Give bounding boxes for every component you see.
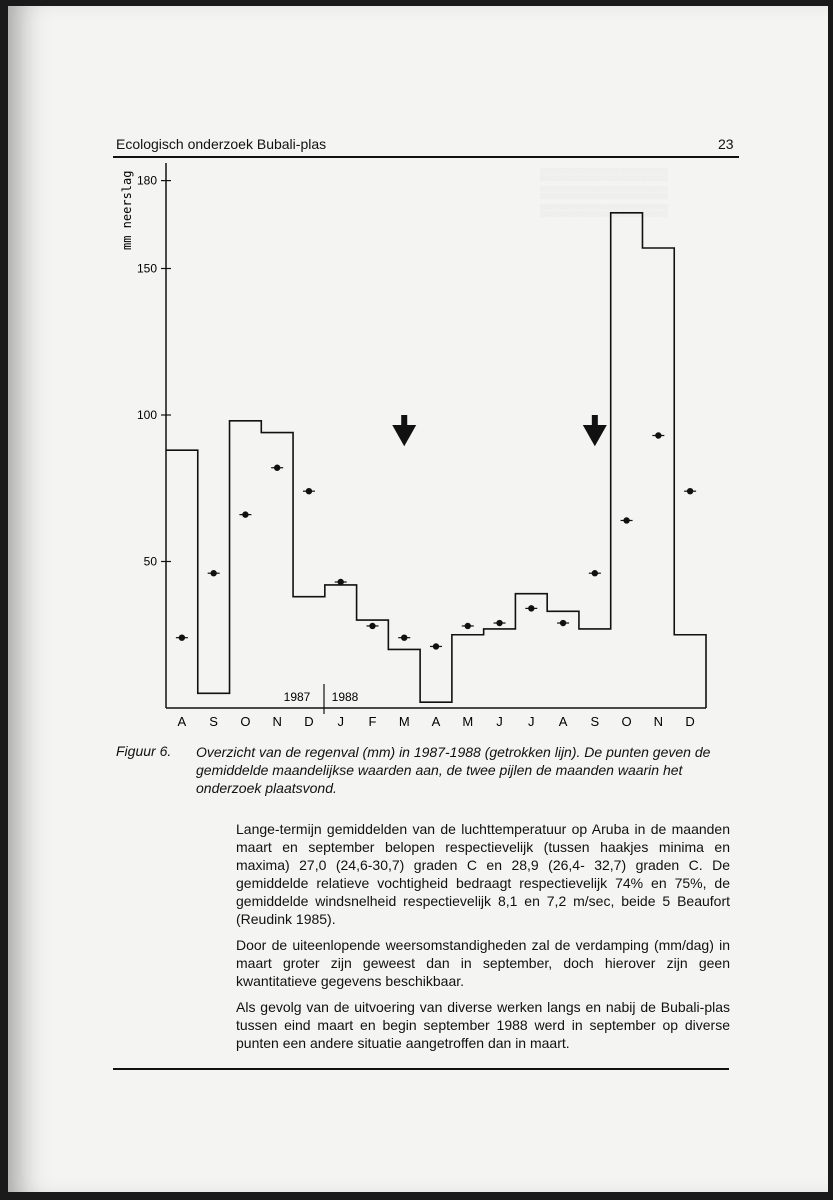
- year-label-1988: 1988: [331, 690, 359, 704]
- paragraph-temperature: Lange-termijn gemiddelden van de luchttemperatuur op Aruba in de maanden maart en september belopen respectievelijk (tussen haakjes minima en maxima) 27,0 (24,6-30,7) graden C en 28,9 (26,4- 32,7) graden C. De gemiddelde relatieve vochtigheid bedraagt respectievelijk 74% en 75%, de gemiddelde windsnelheid respectievelijk 8,1 en 7,2 m/sec, beide 5 Beaufort (Reudink 1985).: [236, 821, 730, 927]
- x-label-11: J: [528, 714, 535, 729]
- x-label-0: A: [177, 714, 187, 729]
- x-label-1: S: [209, 714, 218, 729]
- x-label-8: A: [431, 714, 441, 729]
- mean-monthly-points: [176, 432, 696, 649]
- y-tick-label-50: 50: [143, 554, 157, 569]
- y-tick-label-150: 150: [136, 261, 157, 276]
- x-tick-labels: [178, 714, 695, 729]
- rainfall-step-line: [166, 213, 706, 708]
- rainfall-line: [166, 213, 706, 708]
- paragraph-evaporation: Door de uiteenlopende weersomstandigheden zal de verdamping (mm/dag) in maart groter zijn geweest dan in september, doch hierover zijn geen kwantitatieve gegevens beschikbaar.: [236, 937, 730, 989]
- x-label-4: D: [304, 714, 314, 729]
- page-number: 23: [718, 136, 734, 152]
- y-tick-label-100: 100: [136, 408, 157, 422]
- x-label-5: J: [337, 714, 344, 729]
- x-label-12: A: [558, 714, 568, 729]
- paragraph-works: Als gevolg van de uitvoering van diverse werken langs en nabij de Bubali-plas tussen eind maart en begin september 1988 werd in september op diverse punten een andere situatie aangetroffen dan in maart.: [236, 999, 730, 1051]
- x-label-16: D: [685, 714, 695, 729]
- y-axis-label: mm neerslag: [120, 170, 134, 250]
- x-label-9: M: [462, 714, 474, 729]
- arrow-head-7: [392, 425, 416, 446]
- x-label-13: S: [590, 714, 600, 729]
- x-label-10: J: [496, 714, 503, 729]
- body-text: [236, 820, 730, 1060]
- year-label-1987: 1987: [283, 690, 311, 704]
- x-label-3: N: [272, 714, 282, 729]
- x-label-14: O: [621, 714, 632, 729]
- x-label-7: M: [398, 714, 410, 729]
- running-header-title: Ecologisch onderzoek Bubali-plas: [116, 136, 327, 152]
- research-month-arrows: [392, 415, 607, 446]
- figure-caption: Overzicht van de regenval (mm) in 1987-1988 (getrokken lijn). De punten geven de gemiddelde maandelijkse waarden aan, de twee pijlen de maanden waarin het onderzoek plaatsvond.: [196, 744, 711, 796]
- bleed-through-texture: ▒▒▒▒▒▒▒▒▒▒▒▒▒▒▒ ▒▒▒▒▒▒▒▒▒▒▒▒▒▒▒ ▒▒▒▒▒▒▒▒▒▒▒▒▒▒▒: [540, 167, 668, 217]
- x-label-2: O: [240, 714, 251, 729]
- chart-axes: [166, 163, 706, 714]
- footer-rule: [113, 1068, 729, 1070]
- figure-label: Figuur 6.: [116, 743, 172, 759]
- y-tick-label-180: 180: [136, 173, 157, 188]
- arrow-head-13: [583, 425, 607, 446]
- x-label-6: F: [368, 714, 377, 729]
- x-label-15: N: [653, 714, 664, 729]
